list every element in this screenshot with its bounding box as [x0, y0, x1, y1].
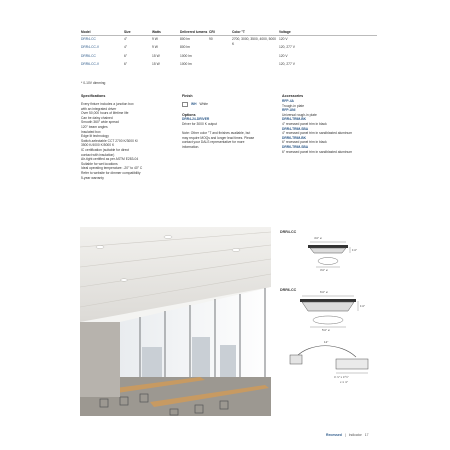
spec-item: Can be daisy chained: [81, 115, 113, 120]
spec-item: Refer to website for dimmer compatibility: [81, 170, 141, 175]
accessory-desc: 4" recessed panel trim in sandblasted aluminum: [282, 131, 353, 136]
spec-item: contact with insulation): [81, 152, 115, 157]
junction-box-drawing: [290, 346, 368, 373]
dim-drr4-height: 1⅝": [352, 248, 358, 252]
col-voltage: Voltage: [279, 30, 291, 34]
footer-brand: Recessed: [326, 433, 342, 437]
fixture-diagrams: [280, 227, 380, 417]
table-row: [81, 45, 377, 53]
spec-table: [81, 30, 377, 71]
cell-lumens: 800 lm: [180, 45, 190, 50]
drr4-fixture-drawing: [308, 242, 350, 267]
accessory-desc: Universal rough-in plate: [282, 112, 317, 117]
diagram-label-drr4: DRR4-CC: [280, 230, 297, 234]
specifications-section: [81, 94, 171, 180]
finish-title: Finish: [182, 94, 193, 98]
footer-page-number: 17: [364, 433, 369, 437]
table-row: [81, 37, 377, 45]
cell-watts: 9 W: [152, 45, 158, 50]
spec-item: Air-tight certified as per ASTM E283-04: [81, 157, 139, 162]
finish-code: WH: [191, 102, 197, 107]
col-lumens: Delivered lumens: [180, 30, 208, 34]
accessories-title: Accessories: [282, 94, 304, 98]
cell-model: DRR4-CC: [81, 37, 96, 41]
cell-size: 6": [124, 62, 128, 67]
cell-voltage: 120, 277 V: [279, 62, 295, 67]
dim-drr6-inner: 5⅝" ⌀: [322, 328, 330, 332]
dim-cable-length: 12": [324, 340, 329, 344]
accessory-code: RFP-UNI: [282, 108, 296, 113]
accessory-desc: 6" recessed panel trim in sandblasted aluminum: [282, 149, 353, 154]
room-photo-illustration: [80, 227, 271, 416]
cell-model: DRR4-CC-V: [81, 45, 100, 50]
spec-item: 120° beam angles: [81, 124, 108, 129]
cell-color: 2700, 3000, 3500, 4000, 5000 K: [232, 37, 276, 46]
footer-divider: |: [344, 433, 346, 437]
cell-watts: 15 W: [152, 62, 160, 67]
col-color: Color °T: [232, 30, 245, 34]
table-row: [81, 62, 377, 70]
table-divider: [81, 35, 377, 36]
cell-voltage: 120 V: [279, 53, 288, 58]
spec-list: [81, 102, 171, 180]
footer-section: Indicator: [348, 433, 362, 437]
accessory-code: DRR4-TRIM-BK: [282, 117, 306, 122]
finish-section: [182, 94, 257, 150]
drr6-fixture-drawing: [300, 296, 358, 327]
spec-item: Ideal operating temperature: -20° to 40° C: [81, 166, 143, 171]
accessory-code: DRR6-TRIM-BK: [282, 135, 306, 140]
options-title: Options: [182, 113, 196, 117]
table-header-row: [81, 30, 377, 37]
col-cri: CRI: [209, 30, 215, 34]
specifications-title: Specifications: [81, 94, 106, 98]
spec-item: with an integrated driver: [81, 106, 117, 111]
accessory-code: RFP-4A: [282, 99, 294, 103]
accessory-desc: 6" recessed panel trim in black: [282, 140, 327, 145]
spec-item: Edge lit technology: [81, 134, 109, 139]
dim-drr6-outer: 6⅝" ⌀: [320, 290, 328, 294]
col-watts: Watts: [152, 30, 161, 34]
accessory-list: [282, 99, 382, 154]
page-footer: [326, 433, 369, 437]
dimension-diagrams: [280, 227, 380, 417]
table-row: [81, 54, 377, 62]
dim-drr6-height: 1⅝": [360, 304, 366, 308]
cell-size: 4": [124, 45, 128, 50]
cell-size: 6": [124, 53, 128, 58]
cell-lumens: 1000 lm: [180, 53, 192, 58]
spec-item: Switch-selectable CCT 2700 K/3000 K/: [81, 138, 138, 143]
white-swatch-icon: [182, 102, 188, 107]
accessory-code: DRR4-TRIM-SBA: [282, 126, 309, 131]
cell-lumens: 800 lm: [180, 37, 190, 41]
cell-voltage: 120, 277 V: [279, 45, 295, 50]
col-size: Size: [124, 30, 131, 34]
cell-model: DRR6-CC: [81, 53, 96, 58]
cell-lumens: 1000 lm: [180, 62, 192, 67]
option-code: DRR4-24-DRIVER: [182, 117, 210, 121]
dim-drr4-inner: 3⅝" ⌀: [320, 268, 328, 272]
cell-model: DRR6-CC-V: [81, 62, 100, 67]
diagram-label-drr6: DRR6-CC: [280, 288, 297, 292]
cell-cri: 90: [209, 37, 213, 41]
accessory-desc: Trough-in plate: [282, 103, 305, 108]
finish-option: [182, 102, 257, 107]
spec-item: Smooth 360° wide spread: [81, 120, 119, 125]
room-photo: [80, 227, 271, 416]
cell-voltage: 120 V: [279, 37, 288, 41]
accessories-section: [282, 94, 382, 154]
spec-item: IC certification (suitable for direct: [81, 147, 130, 152]
spec-item: Suitable for wet locations: [81, 161, 118, 166]
spec-item: Insulated box: [81, 129, 101, 134]
cell-watts: 9 W: [152, 37, 158, 41]
spec-item: 3500 K/4000 K/5000 K: [81, 143, 115, 148]
spec-item: 5-year warranty: [81, 175, 104, 180]
finish-label: White: [199, 102, 208, 107]
cell-watts: 15 W: [152, 53, 160, 58]
spec-item: Over 50,000 hours of lifetime life: [81, 111, 129, 116]
spec-item: Every fixture includes a junction box: [81, 102, 134, 106]
cell-size: 4": [124, 37, 128, 41]
option-desc: Driver for 3000 K output: [182, 121, 218, 126]
dim-drr4-outer: 4⅝" ⌀: [314, 236, 322, 240]
finish-note: Note: Other color °T and finishes available, but may require MOQs and longer lead times. Please contact your DALS representative for more information.: [182, 131, 255, 149]
table-footnote: * 0-10V dimming: [81, 81, 106, 85]
accessory-code: DRR6-TRIM-SBA: [282, 144, 309, 149]
col-model: Model: [81, 30, 91, 34]
dim-box-height: x 1 ⅞": [340, 380, 349, 384]
accessory-desc: 4" recessed panel trim in black: [282, 121, 327, 126]
dim-box-width: 3 ⅞" x 3 ½": [334, 375, 349, 379]
